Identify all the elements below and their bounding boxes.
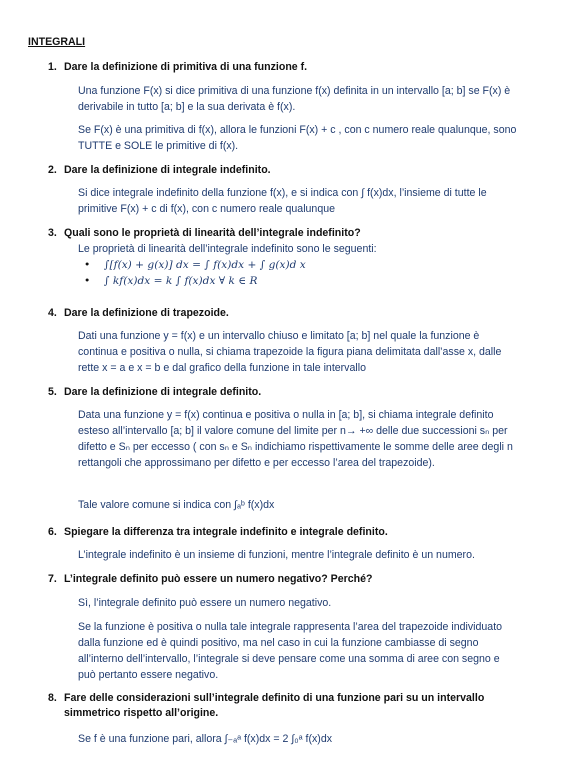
question-text: Dare la definizione di integrale definito. (64, 386, 262, 398)
question-4 (48, 306, 528, 321)
answer-5-p1: Data una funzione y = f(x) continua e positiva o nulla in [a; b], si chiama integrale definito esteso all’intervallo [a; b] il valore comune del limite per n→ +∞ delle due successioni sₙ per difetto e Sₙ per eccesso ( con sₙ e Sₙ indichiamo rispettivamente le somme delle aree degli n rettangoli che approssimano per difetto e per eccesso l’area del trapezoide). (78, 409, 513, 469)
question-number: 3. (48, 227, 57, 239)
linearity-rule-sum: • ∫[f(x) + g(x)] dx = ∫ f(x)dx + ∫ g(x)d x (78, 257, 518, 273)
answer-8-p1: Se f è una funzione pari, allora ∫₋ₐᵃ f(x)dx = 2 ∫₀ᵃ f(x)dx (78, 733, 333, 745)
question-text: L’integrale definito può essere un numero negativo? Perché? (64, 573, 373, 585)
answer-1-p2: Se F(x) è una primitiva di f(x), allora le funzioni F(x) + c , con c numero reale qualunque, sono TUTTE e SOLE le primitive di f(x). (78, 124, 517, 152)
answer-4-p1: Dati una funzione y = f(x) e un intervallo chiuso e limitato [a; b] nel quale la funzione è continua e positiva o nulla, si chiama trapezoide la figura piana delimitata dall’asse x, dalle rette x = a e x = b e dal grafico della funzione in tale intervallo (78, 330, 502, 374)
question-1 (48, 60, 528, 75)
answer-text: Le proprietà di linearità dell’integrale indefinito sono le seguenti: (78, 243, 377, 255)
answer-3-p1 (78, 241, 518, 289)
question-number: 4. (48, 307, 57, 319)
question-text: Dare la definizione di integrale indefinito. (64, 164, 271, 176)
question-text: Quali sono le proprietà di linearità dell’integrale indefinito? (64, 227, 361, 239)
linearity-rule-constant: • ∫ kf(x)dx = k ∫ f(x)dx ∀ k ∈ R (78, 273, 518, 289)
question-number: 2. (48, 164, 57, 176)
question-number: 1. (48, 61, 57, 73)
answer-7-p1: Sì, l’integrale definito può essere un numero negativo. (78, 597, 332, 609)
question-3 (48, 226, 528, 241)
question-text: Dare la definizione di primitiva di una funzione f. (64, 61, 308, 73)
question-5 (48, 385, 528, 400)
answer-7-p2: Se la funzione è positiva o nulla tale integrale rappresenta l’area del trapezoide individuato dalla funzione ed è quindi positivo, ma nel caso in cui la funzione cambiasse di segno all’interno dell’intervallo, l’integrale si deve pensare come una somma di aree con segno e può pertanto essere negativo. (78, 621, 503, 681)
question-8 (48, 691, 528, 721)
question-text: Fare delle considerazioni sull’integrale definito di una funzione pari su un intervallo simmetrico rispetto all’origine. (64, 692, 485, 719)
question-number: 7. (48, 573, 57, 585)
answer-6-p1: L’integrale indefinito è un insieme di funzioni, mentre l’integrale definito è un numero. (78, 549, 475, 561)
answer-1-p1: Una funzione F(x) si dice primitiva di una funzione f(x) definita in un intervallo [a; b] se F(x) è derivabile in tutto [a; b] e la sua derivata è f(x). (78, 85, 511, 113)
question-number: 5. (48, 386, 57, 398)
linearity-list (78, 257, 518, 289)
question-text: Spiegare la differenza tra integrale indefinito e integrale definito. (64, 526, 388, 538)
question-number: 8. (48, 692, 57, 704)
question-2 (48, 163, 528, 178)
page-title: INTEGRALI (28, 36, 86, 48)
question-6 (48, 525, 528, 540)
question-number: 6. (48, 526, 57, 538)
answer-5-p2: Tale valore comune si indica con ∫ₐᵇ f(x)dx (78, 499, 275, 511)
question-text: Dare la definizione di trapezoide. (64, 307, 229, 319)
answer-2-p1: Si dice integrale indefinito della funzione f(x), e si indica con ∫ f(x)dx, l’insieme di tutte le primitive F(x) + c di f(x), con c numero reale qualunque (78, 187, 487, 215)
question-7 (48, 572, 528, 587)
